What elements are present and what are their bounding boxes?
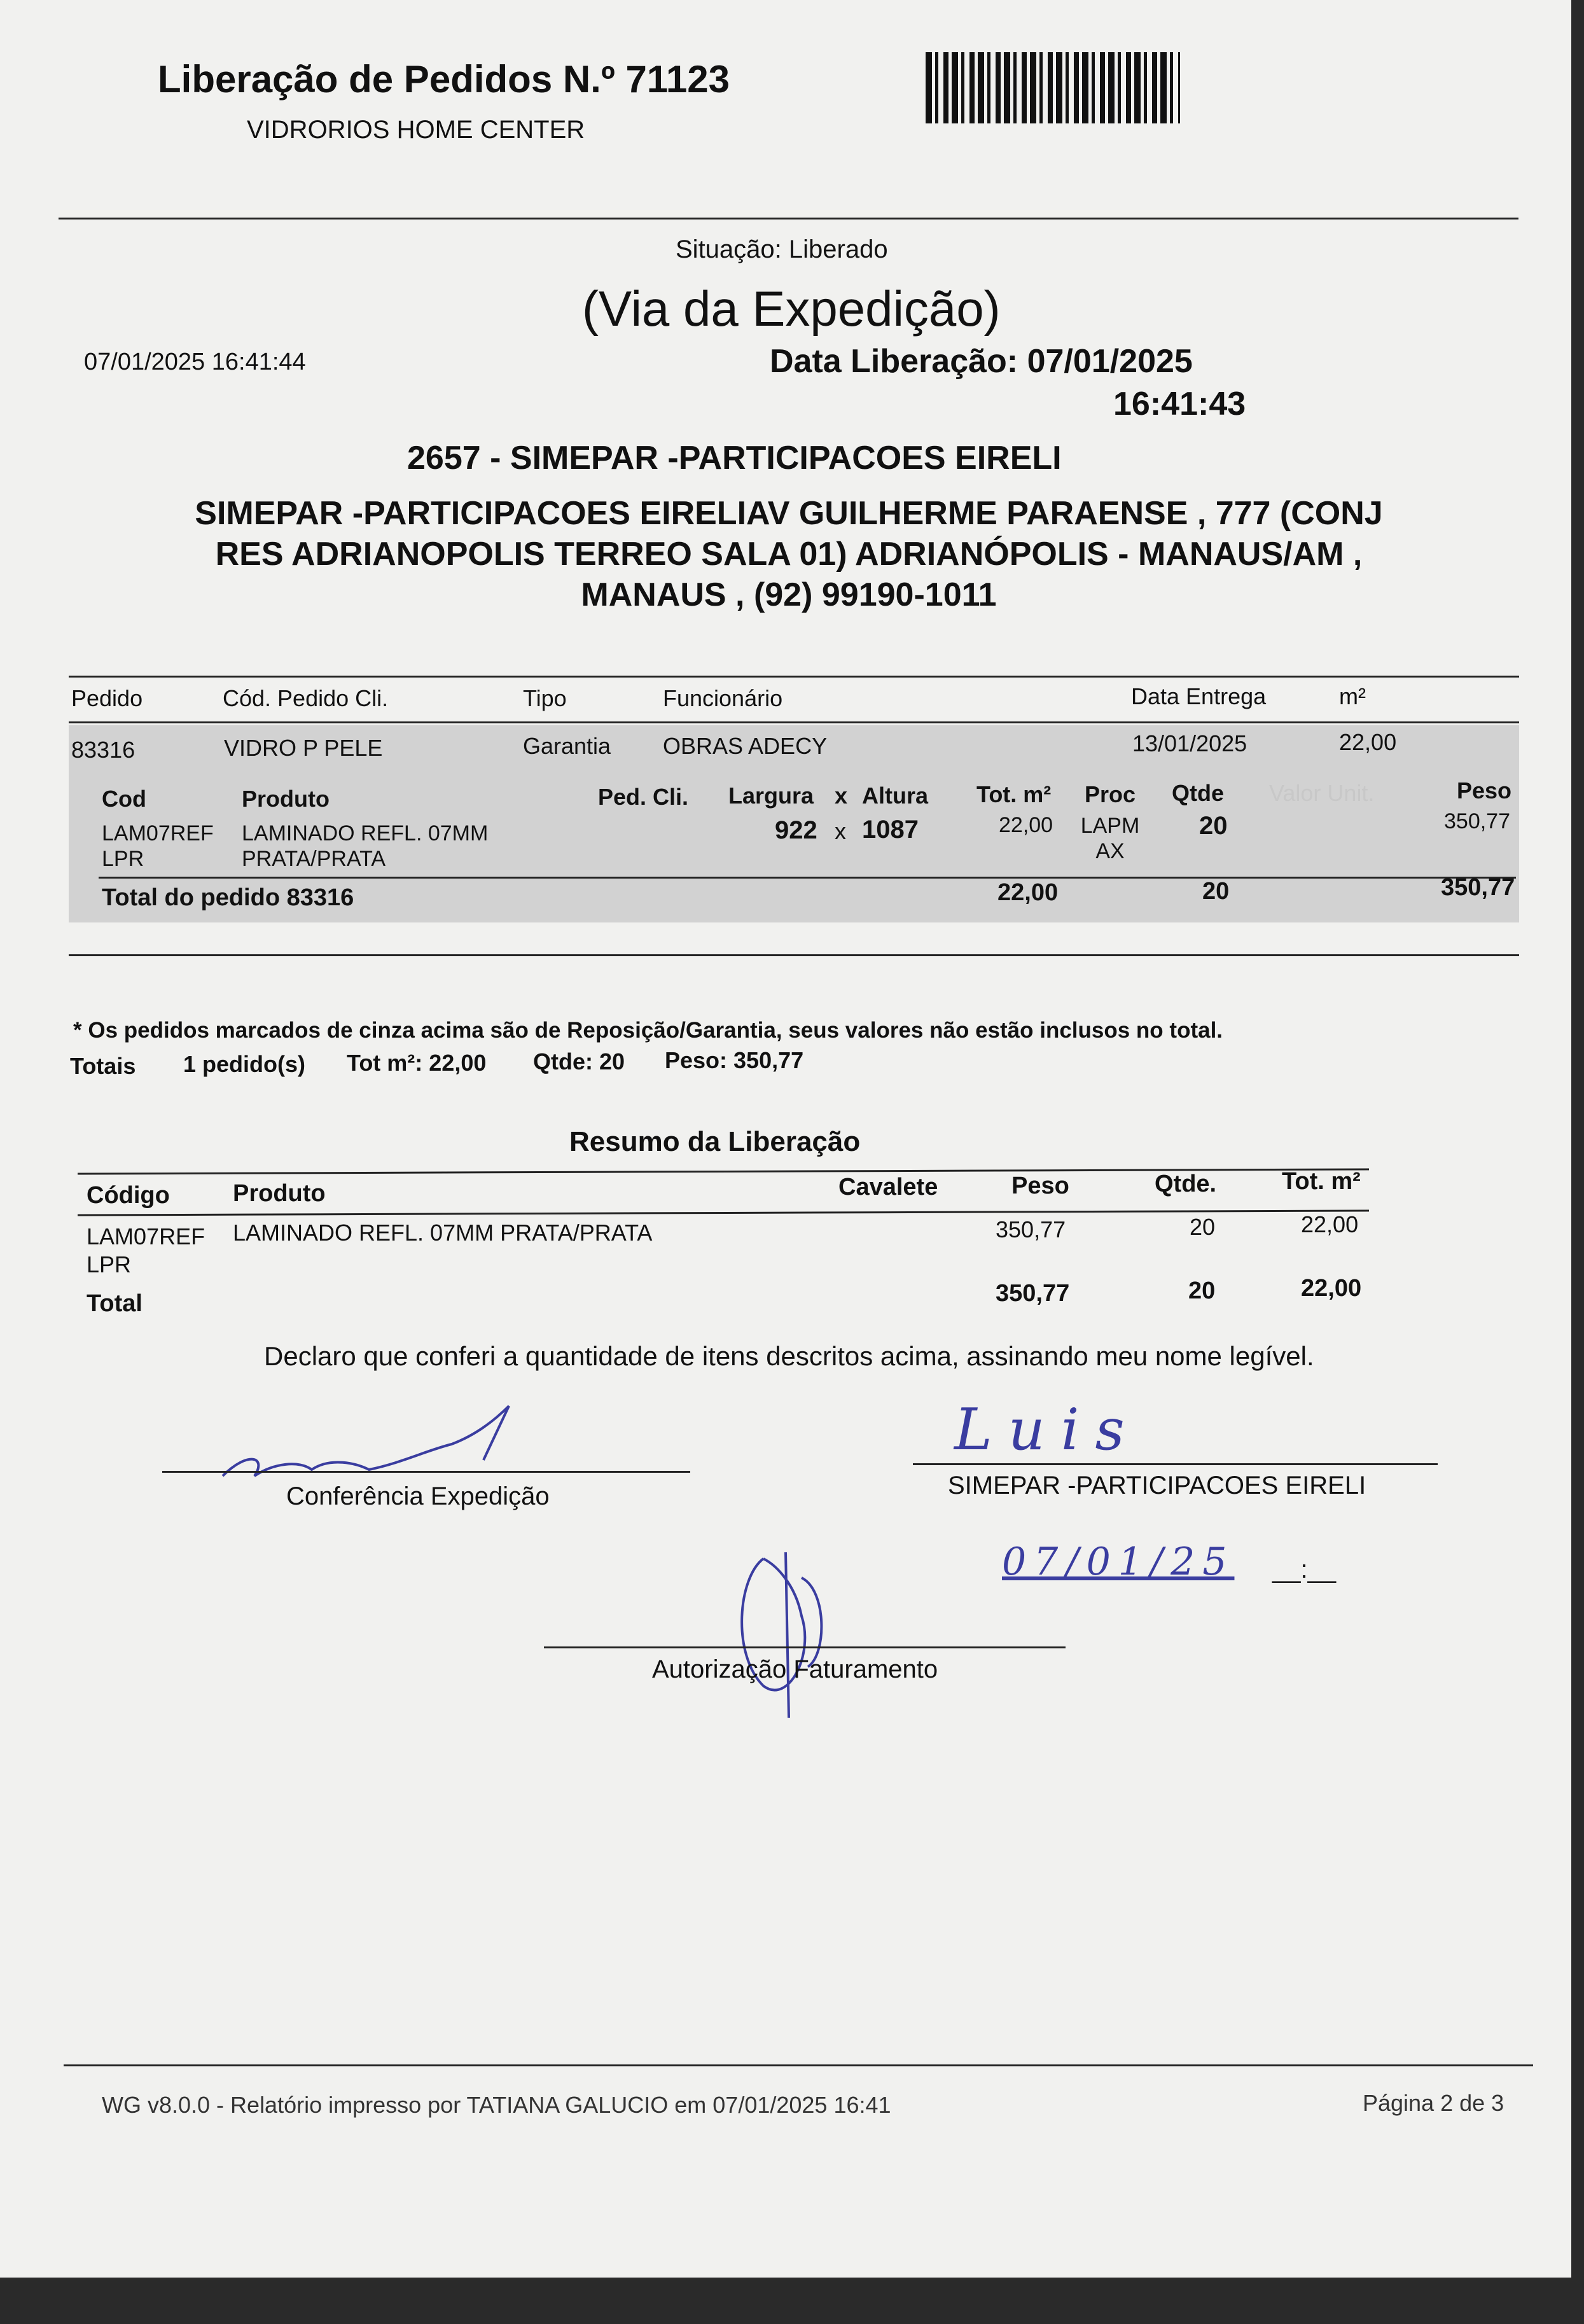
summary-peso: 350,77 bbox=[996, 1216, 1066, 1242]
col-header-peso: Peso bbox=[1457, 777, 1512, 804]
item-produto bbox=[242, 821, 488, 872]
footer-page-number: Página 2 de 3 bbox=[1363, 2090, 1504, 2116]
col-header-x: x bbox=[835, 783, 848, 809]
signature-line bbox=[913, 1463, 1438, 1465]
address-line: MANAUS , (92) 99190-1011 bbox=[581, 576, 997, 613]
summary-col-tot-m2: Tot. m² bbox=[1282, 1168, 1361, 1195]
item-produto-line: PRATA/PRATA bbox=[242, 847, 386, 871]
divider bbox=[78, 1209, 1369, 1216]
summary-total-qtde: 20 bbox=[1188, 1277, 1216, 1304]
divider bbox=[69, 954, 1519, 956]
summary-total-tot-m2: 22,00 bbox=[1301, 1275, 1362, 1302]
conference-signature bbox=[210, 1400, 541, 1495]
company-name: VIDRORIOS HOME CENTER bbox=[247, 116, 585, 144]
order-total-peso: 350,77 bbox=[1441, 874, 1515, 901]
item-x: x bbox=[835, 818, 846, 844]
totals-peso: Peso: 350,77 bbox=[665, 1047, 804, 1073]
col-header-funcionario: Funcionário bbox=[663, 685, 783, 711]
divider bbox=[69, 676, 1519, 678]
item-produto-line: LAMINADO REFL. 07MM bbox=[242, 821, 489, 845]
summary-col-cavalete: Cavalete bbox=[838, 1174, 938, 1200]
authorization-label: Autorização Faturamento bbox=[652, 1655, 938, 1683]
col-header-largura: Largura bbox=[728, 783, 814, 809]
item-tot-m2: 22,00 bbox=[999, 813, 1053, 837]
barcode bbox=[926, 52, 1180, 123]
via-title: (Via da Expedição) bbox=[582, 281, 1001, 337]
document-title: Liberação de Pedidos N.º 71123 bbox=[158, 58, 730, 101]
col-header-data-entrega: Data Entrega bbox=[1131, 683, 1267, 709]
item-cod-line: LAM07REF bbox=[102, 821, 214, 845]
col-header-tipo: Tipo bbox=[523, 685, 567, 711]
summary-title: Resumo da Liberação bbox=[569, 1126, 861, 1157]
time-field: __:__ bbox=[1272, 1555, 1337, 1583]
col-header-qtde: Qtde bbox=[1172, 780, 1225, 806]
authorization-signature bbox=[725, 1540, 852, 1730]
col-header-proc: Proc bbox=[1085, 781, 1136, 807]
footer-printed-by: WG v8.0.0 - Relatório impresso por TATIANA GALUCIO em 07/01/2025 16:41 bbox=[102, 2092, 891, 2118]
order-cod-cli: VIDRO P PELE bbox=[224, 735, 383, 761]
release-date: Data Liberação: 07/01/2025 bbox=[770, 343, 1193, 380]
divider bbox=[59, 218, 1518, 219]
item-altura: 1087 bbox=[862, 816, 919, 844]
handwritten-date: 07/01/25 bbox=[1002, 1540, 1235, 1584]
order-tipo: Garantia bbox=[523, 733, 611, 759]
order-total-label: Total do pedido 83316 bbox=[102, 884, 354, 911]
client-signature-label: SIMEPAR -PARTICIPACOES EIRELI bbox=[948, 1472, 1366, 1499]
summary-tot-m2: 22,00 bbox=[1301, 1211, 1359, 1237]
col-header-ped-cli: Ped. Cli. bbox=[598, 784, 689, 810]
col-header-produto: Produto bbox=[242, 786, 330, 812]
summary-qtde: 20 bbox=[1190, 1214, 1216, 1240]
order-number: 83316 bbox=[71, 737, 135, 763]
divider bbox=[64, 2064, 1533, 2066]
item-cod bbox=[102, 821, 214, 872]
col-header-cod-cli: Cód. Pedido Cli. bbox=[223, 685, 389, 711]
col-header-valor-unit: Valor Unit. bbox=[1269, 780, 1375, 806]
divider bbox=[69, 721, 1519, 723]
item-qtde: 20 bbox=[1199, 812, 1228, 840]
divider bbox=[99, 877, 1516, 879]
address-line: RES ADRIANOPOLIS TERREO SALA 01) ADRIANÓPOLIS - MANAUS/AM , bbox=[215, 536, 1363, 573]
item-largura: 922 bbox=[775, 816, 817, 844]
totals-pedidos: 1 pedido(s) bbox=[183, 1051, 306, 1077]
order-total-qtde: 20 bbox=[1202, 878, 1230, 905]
release-time: 16:41:43 bbox=[1113, 386, 1246, 422]
summary-col-qtde: Qtde. bbox=[1155, 1171, 1217, 1197]
summary-col-peso: Peso bbox=[1011, 1172, 1069, 1199]
summary-codigo-line: LPR bbox=[87, 1251, 132, 1277]
summary-codigo-line: LAM07REF bbox=[87, 1223, 205, 1249]
declaration-text: Declaro que conferi a quantidade de itens descritos acima, assinando meu nome legível. bbox=[264, 1341, 1314, 1371]
order-funcionario: OBRAS ADECY bbox=[663, 733, 828, 759]
address-line: SIMEPAR -PARTICIPACOES EIRELIAV GUILHERME PARAENSE , 777 (CONJ bbox=[195, 495, 1383, 532]
order-data-entrega: 13/01/2025 bbox=[1132, 730, 1247, 756]
client-signature: Luis bbox=[954, 1396, 1141, 1463]
client-title: 2657 - SIMEPAR -PARTICIPACOES EIRELI bbox=[407, 440, 1062, 477]
summary-col-produto: Produto bbox=[233, 1180, 326, 1207]
col-header-pedido: Pedido bbox=[71, 685, 143, 711]
summary-total-label: Total bbox=[87, 1290, 142, 1317]
item-proc bbox=[1075, 813, 1145, 864]
summary-produto: LAMINADO REFL. 07MM PRATA/PRATA bbox=[233, 1220, 653, 1246]
print-datetime: 07/01/2025 16:41:44 bbox=[84, 349, 306, 375]
order-total-m2: 22,00 bbox=[997, 879, 1059, 906]
col-header-m2: m² bbox=[1339, 683, 1366, 709]
signature-line bbox=[162, 1471, 690, 1473]
col-header-tot-m2: Tot. m² bbox=[976, 781, 1052, 807]
conference-label: Conferência Expedição bbox=[286, 1482, 550, 1510]
totals-label: Totais bbox=[70, 1053, 136, 1079]
status-text: Situação: Liberado bbox=[676, 235, 888, 263]
summary-codigo bbox=[87, 1223, 205, 1279]
client-address bbox=[51, 493, 1527, 615]
item-cod-line: LPR bbox=[102, 847, 144, 871]
summary-total-peso: 350,77 bbox=[996, 1280, 1070, 1307]
item-proc-line: LAPM bbox=[1080, 814, 1140, 838]
signature-line bbox=[544, 1646, 1066, 1648]
totals-m2: Tot m²: 22,00 bbox=[347, 1050, 487, 1076]
item-peso: 350,77 bbox=[1444, 809, 1510, 833]
summary-col-codigo: Código bbox=[87, 1182, 170, 1209]
col-header-altura: Altura bbox=[862, 783, 929, 809]
col-header-cod: Cod bbox=[102, 786, 146, 812]
totals-qtde: Qtde: 20 bbox=[533, 1048, 625, 1075]
item-proc-line: AX bbox=[1095, 839, 1125, 863]
warranty-note: * Os pedidos marcados de cinza acima são de Reposição/Garantia, seus valores não estão inclusos no total. bbox=[73, 1018, 1223, 1043]
order-m2: 22,00 bbox=[1339, 729, 1397, 755]
